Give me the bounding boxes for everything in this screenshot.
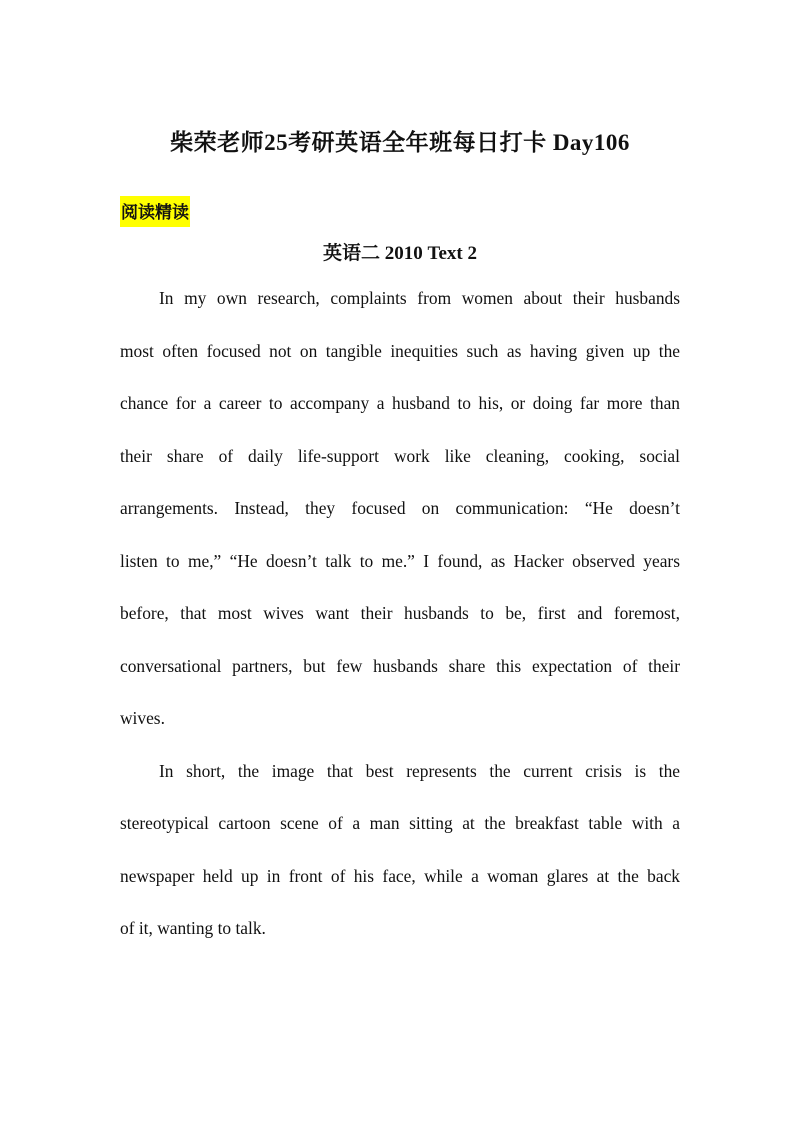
passage-line: before, that most wives want their husbands to be, first and foremost, (120, 603, 680, 623)
passage-line: stereotypical cartoon scene of a man sitting at the breakfast table with a (120, 813, 680, 833)
passage-line: of it, wanting to talk. (120, 918, 266, 938)
passage-line: chance for a career to accompany a husband to his, or doing far more than (120, 393, 680, 413)
passage-line: conversational partners, but few husbands share this expectation of their (120, 655, 680, 676)
section-label-highlighted: 阅读精读 (120, 196, 190, 227)
passage-line: listen to me,” “He doesn’t talk to me.” I found, as Hacker observed years (120, 550, 680, 571)
passage-body (120, 283, 680, 966)
passage-line: newspaper held up in front of his face, while a woman glares at the back (120, 865, 680, 886)
passage-line: wives. (120, 708, 165, 728)
passage-line: In my own research, complaints from women about their husbands (159, 288, 680, 308)
page-title: 柴荣老师25考研英语全年班每日打卡 Day106 (170, 130, 630, 155)
passage-subtitle: 英语二 2010 Text 2 (323, 243, 477, 264)
passage-line: most often focused not on tangible inequities such as having given up the (120, 340, 680, 361)
passage-line: their share of daily life-support work like cleaning, cooking, social (120, 445, 680, 466)
passage-line: In short, the image that best represents the current crisis is the (159, 760, 680, 781)
passage-line: arrangements. Instead, they focused on communication: “He doesn’t (120, 498, 680, 518)
